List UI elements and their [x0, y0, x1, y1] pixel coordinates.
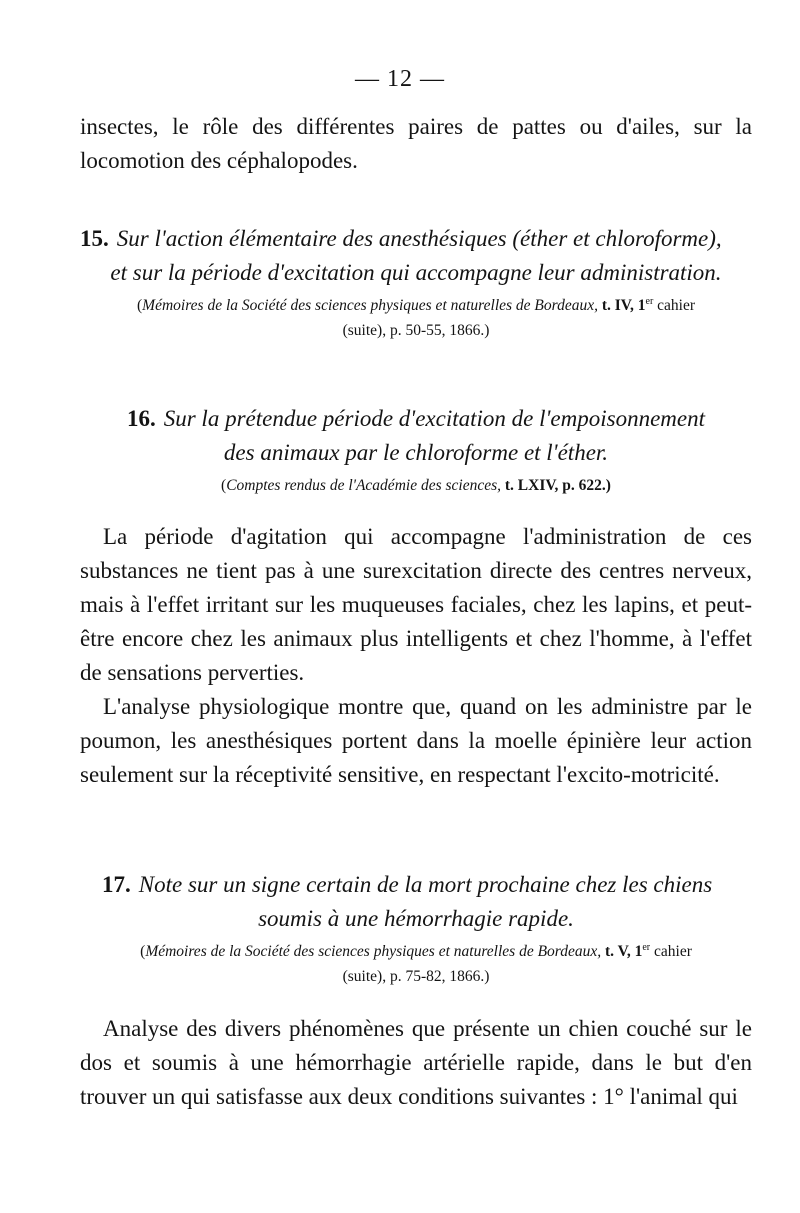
entry-15-number: 15.	[80, 226, 109, 251]
entry-17-body	[80, 1012, 752, 1114]
entry-16-citation-source: Comptes rendus de l'Académie des sciences,	[226, 477, 501, 494]
entry-16-citation-rest: t. LXIV, p. 622.)	[504, 477, 611, 494]
entry-17-citation-source: Mémoires de la Société des sciences physiques et naturelles de Bordeaux,	[145, 943, 602, 960]
entry-17-paragraph-1: Analyse des divers phénomènes que présente un chien couché sur le dos et soumis à une hémorrhagie artérielle rapide, dans le but d'en trouver un qui satisfasse aux deux conditions suivantes : 1° l'animal qui	[80, 1016, 752, 1109]
entry-15-title-line2: et sur la période d'excitation qui accompagne leur administration.	[110, 260, 722, 285]
entry-17-citation-volume: t. V, 1	[605, 943, 643, 960]
entry-15-citation-source: Mémoires de la Société des sciences physiques et naturelles de Bordeaux,	[142, 297, 598, 314]
entry-17-title-line1: Note sur un signe certain de la mort prochaine chez les chiens	[138, 872, 713, 897]
entry-15-title	[80, 222, 752, 256]
entry-16-citation-open: (	[221, 477, 227, 494]
entry-15-citation-open: (	[136, 297, 143, 314]
entry-16-paragraph-2: L'analyse physiologique montre que, quand on les administre par le poumon, les anesthésiques portent dans la moelle épinière leur action seulement sur la réceptivité sensitive, en respectant l'excito-motricité.	[80, 694, 752, 787]
entry-15-citation-volume: t. IV, 1	[601, 297, 646, 314]
entry-15	[80, 222, 752, 344]
entry-17-citation-sup: er	[642, 942, 651, 953]
entry-16-title	[80, 402, 752, 436]
entry-15-citation	[80, 292, 752, 319]
entry-16-body	[80, 520, 752, 792]
entry-16-title-line2: des animaux par le chloroforme et l'éther.	[223, 440, 609, 465]
entry-16-citation	[80, 472, 752, 499]
entry-17-title-line2: soumis à une hémorrhagie rapide.	[258, 906, 574, 931]
entry-17-number: 17.	[102, 872, 131, 897]
entry-17-citation-open: (	[140, 943, 146, 960]
entry-17-citation	[80, 938, 752, 965]
entry-17	[80, 868, 752, 990]
page-number: — 12 —	[355, 66, 445, 92]
entry-16-title-line1: Sur la prétendue période d'excitation de l'empoisonnement	[163, 406, 705, 431]
entry-15-citation-sup: er	[645, 296, 654, 307]
entry-17-citation-line2: (suite), p. 75-82, 1866.)	[342, 968, 490, 985]
entry-16-number: 16.	[126, 406, 156, 431]
entry-15-citation-line2: (suite), p. 50-55, 1866.)	[342, 322, 490, 339]
entry-16	[80, 402, 752, 499]
entry-15-citation-cahier: cahier	[653, 297, 696, 314]
entry-16-paragraph-1: La période d'agitation qui accompagne l'administration de ces substances ne tient pas à une surexcitation directe des centres nerveux, mais à l'effet irritant sur les muqueuses faciales, chez les lapins, et peut-être encore chez les animaux plus intelligents et chez l'homme, à l'effet de sensations perverties.	[80, 524, 752, 685]
continuation-text: insectes, le rôle des différentes paires de pattes ou d'ailes, sur la locomotion des céphalopodes.	[80, 114, 752, 173]
continuation-paragraph	[80, 110, 752, 178]
entry-17-citation-cahier: cahier	[650, 943, 692, 960]
entry-15-title-line1: Sur l'action élémentaire des anesthésiques (éther et chloroforme),	[116, 226, 722, 251]
entry-17-title	[80, 868, 752, 902]
